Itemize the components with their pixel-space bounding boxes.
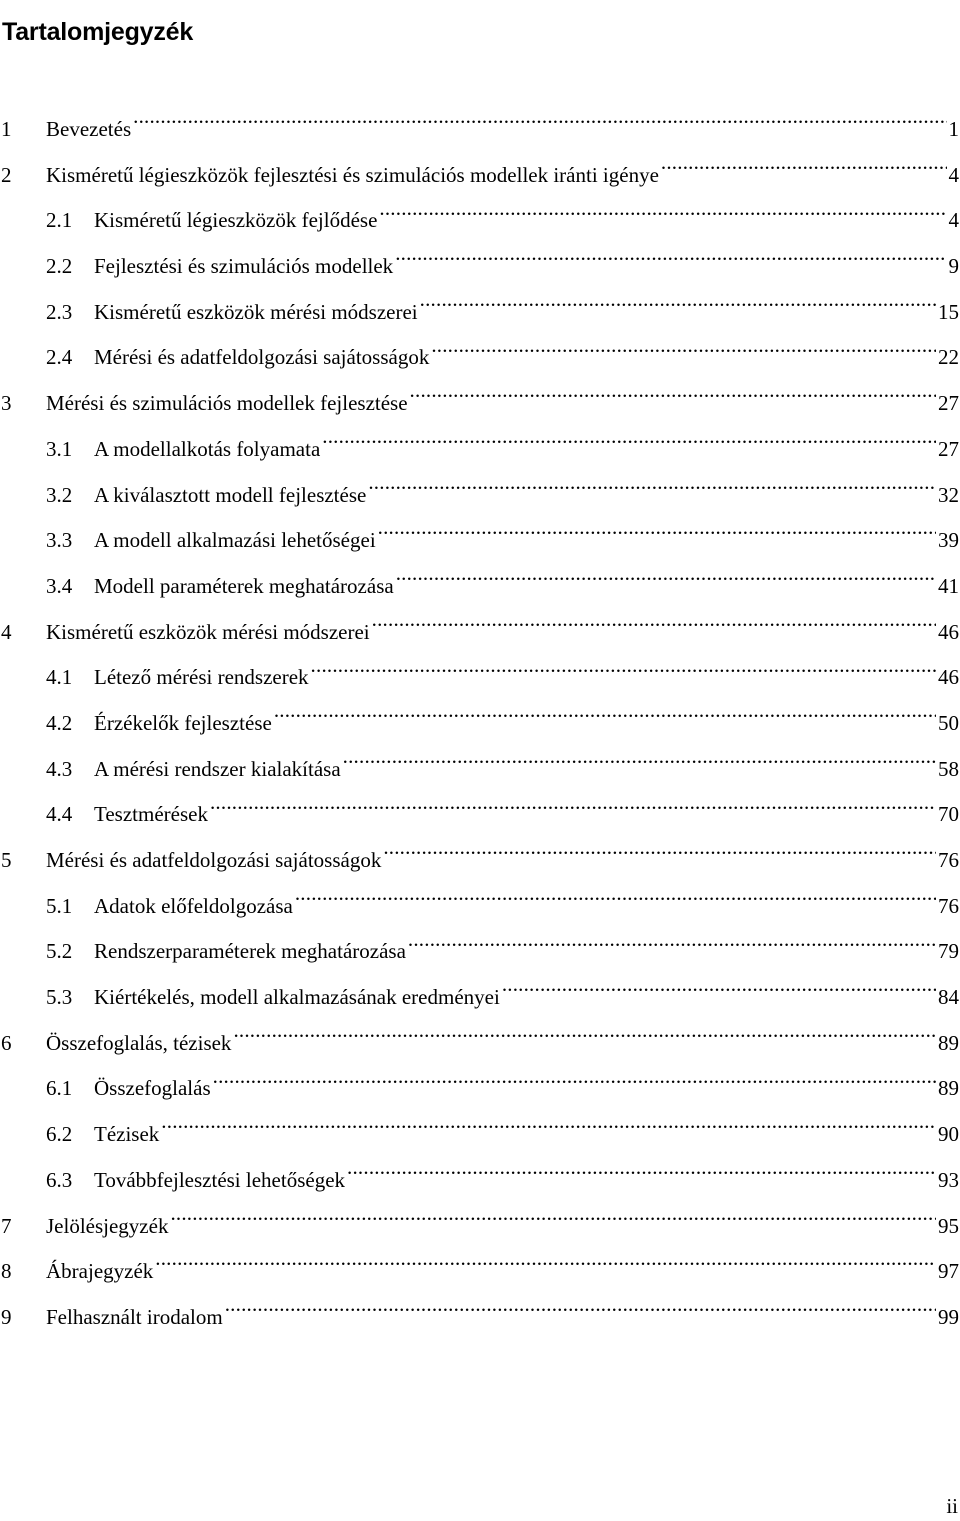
toc-entry[interactable] xyxy=(0,792,960,838)
toc-entry-title: Mérési és szimulációs modellek fejlesztése xyxy=(46,391,408,416)
toc-entry-number: 4.1 xyxy=(46,665,73,690)
toc-dot-leader xyxy=(383,845,936,867)
toc-entry-title: Összefoglalás, tézisek xyxy=(46,1030,232,1055)
toc-entry-page: 76 xyxy=(938,893,959,918)
toc-entry[interactable] xyxy=(0,1066,960,1112)
toc-entry[interactable] xyxy=(0,290,960,336)
toc-entry[interactable] xyxy=(0,747,960,793)
toc-entry-title: Felhasznált irodalom xyxy=(46,1304,223,1329)
toc-entry-title: Mérési és adatfeldolgozási sajátosságok xyxy=(94,345,430,370)
table-of-contents xyxy=(0,107,960,1341)
toc-entry[interactable] xyxy=(0,1295,960,1341)
toc-entry-number: 2 xyxy=(1,162,12,187)
toc-entry-title: A kiválasztott modell fejlesztése xyxy=(94,482,367,507)
toc-dot-leader xyxy=(343,754,936,776)
toc-entry[interactable] xyxy=(0,107,960,153)
toc-entry-title: Modell paraméterek meghatározása xyxy=(94,573,394,598)
page-number: ii xyxy=(946,1494,958,1518)
toc-entry-number: 2.2 xyxy=(46,254,73,279)
toc-entry-page: 89 xyxy=(938,1076,959,1101)
toc-entry-number: 4.4 xyxy=(46,802,73,827)
toc-dot-leader xyxy=(295,891,936,913)
page-title: Tartalomjegyzék xyxy=(2,17,194,46)
toc-entry-number: 6 xyxy=(1,1030,12,1055)
toc-dot-leader xyxy=(155,1256,936,1278)
toc-dot-leader xyxy=(368,480,936,502)
toc-entry-title: Kisméretű eszközök mérési módszerei xyxy=(46,619,370,644)
toc-entry[interactable] xyxy=(0,1158,960,1204)
toc-entry[interactable] xyxy=(0,838,960,884)
toc-entry[interactable] xyxy=(0,701,960,747)
toc-entry-number: 6.1 xyxy=(46,1076,73,1101)
toc-dot-leader xyxy=(233,1028,936,1050)
toc-dot-leader xyxy=(322,434,936,456)
toc-dot-leader xyxy=(410,388,936,410)
toc-dot-leader xyxy=(210,799,936,821)
toc-dot-leader xyxy=(372,617,936,639)
toc-entry-title: Ábrajegyzék xyxy=(46,1259,154,1284)
toc-entry-number: 4.3 xyxy=(46,756,73,781)
toc-entry-number: 6.3 xyxy=(46,1167,73,1192)
toc-entry[interactable] xyxy=(0,198,960,244)
toc-entry-number: 5 xyxy=(1,848,12,872)
toc-entry[interactable] xyxy=(0,381,960,427)
toc-dot-leader xyxy=(133,114,946,136)
toc-entry-title: A modellalkotás folyamata xyxy=(94,436,321,461)
toc-entry[interactable] xyxy=(0,655,960,701)
toc-entry[interactable] xyxy=(0,1112,960,1158)
toc-entry-title: Tézisek xyxy=(94,1122,160,1147)
toc-entry-number: 3.3 xyxy=(46,528,73,553)
toc-entry[interactable] xyxy=(0,244,960,290)
toc-entry-page: 15 xyxy=(938,299,959,324)
toc-entry-number: 3.1 xyxy=(46,436,73,461)
toc-entry-title: Adatok előfeldolgozása xyxy=(94,893,293,918)
toc-entry-page: 99 xyxy=(938,1304,959,1329)
toc-dot-leader xyxy=(431,342,936,364)
toc-dot-leader xyxy=(311,662,936,684)
toc-entry-title: Összefoglalás xyxy=(94,1076,211,1101)
toc-entry-page: 1 xyxy=(948,117,959,141)
toc-entry-page: 32 xyxy=(938,482,959,507)
toc-entry-title: Kiértékelés, modell alkalmazásának eredményei xyxy=(94,985,500,1010)
toc-dot-leader xyxy=(161,1119,936,1141)
toc-entry-title: Kisméretű eszközök mérési módszerei xyxy=(94,299,418,324)
toc-entry-page: 90 xyxy=(938,1122,959,1147)
toc-entry-number: 1 xyxy=(1,117,12,141)
toc-dot-leader xyxy=(661,160,947,182)
toc-entry-page: 97 xyxy=(938,1259,959,1284)
toc-entry-title: Érzékelők fejlesztése xyxy=(94,710,272,735)
toc-dot-leader xyxy=(274,708,936,730)
toc-dot-leader xyxy=(408,936,936,958)
toc-entry-title: Fejlesztési és szimulációs modellek xyxy=(94,254,394,279)
toc-entry-number: 4 xyxy=(1,619,12,644)
toc-entry-page: 27 xyxy=(938,436,959,461)
toc-entry-page: 4 xyxy=(948,162,959,187)
toc-entry-number: 3.4 xyxy=(46,573,73,598)
toc-entry-page: 95 xyxy=(938,1213,959,1238)
toc-entry-number: 7 xyxy=(1,1213,12,1238)
toc-entry-number: 3.2 xyxy=(46,482,73,507)
toc-entry-title: Rendszerparaméterek meghatározása xyxy=(94,939,406,964)
toc-dot-leader xyxy=(420,297,936,319)
toc-entry-number: 8 xyxy=(1,1259,12,1284)
toc-entry-page: 9 xyxy=(948,254,959,279)
toc-entry[interactable] xyxy=(0,1204,960,1250)
toc-entry-title: A mérési rendszer kialakítása xyxy=(94,756,341,781)
toc-entry[interactable] xyxy=(0,975,960,1021)
toc-entry-page: 58 xyxy=(938,756,959,781)
toc-dot-leader xyxy=(378,525,936,547)
toc-entry-page: 27 xyxy=(938,391,959,416)
toc-entry-title: Tesztmérések xyxy=(94,802,208,827)
toc-dot-leader xyxy=(213,1073,936,1095)
toc-entry-page: 41 xyxy=(938,573,959,598)
toc-entry-title: Jelölésjegyzék xyxy=(46,1213,169,1238)
toc-entry-page: 70 xyxy=(938,802,959,827)
toc-entry[interactable] xyxy=(0,335,960,381)
toc-entry-number: 2.3 xyxy=(46,299,73,324)
toc-entry-title: Létező mérési rendszerek xyxy=(94,665,309,690)
toc-entry-number: 4.2 xyxy=(46,710,73,735)
toc-dot-leader xyxy=(347,1165,936,1187)
toc-entry-page: 76 xyxy=(938,848,959,872)
toc-entry-page: 4 xyxy=(948,208,959,233)
toc-entry-title: A modell alkalmazási lehetőségei xyxy=(94,528,376,553)
toc-dot-leader xyxy=(396,571,936,593)
toc-entry-page: 39 xyxy=(938,528,959,553)
toc-entry-number: 9 xyxy=(1,1304,12,1329)
toc-dot-leader xyxy=(395,251,946,273)
toc-entry[interactable] xyxy=(0,473,960,519)
toc-entry-page: 84 xyxy=(938,985,959,1010)
toc-entry-title: Továbbfejlesztési lehetőségek xyxy=(94,1167,346,1192)
toc-entry-number: 6.2 xyxy=(46,1122,73,1147)
toc-dot-leader xyxy=(379,205,946,227)
toc-entry-title: Bevezetés xyxy=(46,117,132,141)
toc-dot-leader xyxy=(225,1302,936,1324)
toc-entry[interactable] xyxy=(0,153,960,199)
toc-entry-title: Mérési és adatfeldolgozási sajátosságok xyxy=(46,848,382,872)
toc-entry-title: Kisméretű légieszközök fejlesztési és szimulációs modellek iránti igénye xyxy=(46,162,659,187)
toc-entry[interactable] xyxy=(0,1021,960,1067)
toc-dot-leader xyxy=(502,982,936,1004)
toc-entry[interactable] xyxy=(0,1249,960,1295)
toc-entry-page: 93 xyxy=(938,1167,959,1192)
toc-entry-title: Kisméretű légieszközök fejlődése xyxy=(94,208,378,233)
toc-entry-number: 2.4 xyxy=(46,345,73,370)
toc-entry[interactable] xyxy=(0,610,960,656)
toc-entry[interactable] xyxy=(0,518,960,564)
toc-entry[interactable] xyxy=(0,564,960,610)
toc-entry-page: 46 xyxy=(938,619,959,644)
toc-entry-number: 3 xyxy=(1,391,12,416)
toc-entry-page: 22 xyxy=(938,345,959,370)
toc-entry-page: 50 xyxy=(938,710,959,735)
toc-entry-number: 5.3 xyxy=(46,985,73,1010)
toc-entry-page: 46 xyxy=(938,665,959,690)
toc-entry-number: 5.1 xyxy=(46,893,73,918)
toc-entry-page: 79 xyxy=(938,939,959,964)
toc-entry[interactable] xyxy=(0,884,960,930)
toc-entry-number: 5.2 xyxy=(46,939,73,964)
toc-entry-page: 89 xyxy=(938,1030,959,1055)
toc-dot-leader xyxy=(170,1211,936,1233)
toc-entry[interactable] xyxy=(0,929,960,975)
toc-entry[interactable] xyxy=(0,427,960,473)
toc-entry-number: 2.1 xyxy=(46,208,73,233)
